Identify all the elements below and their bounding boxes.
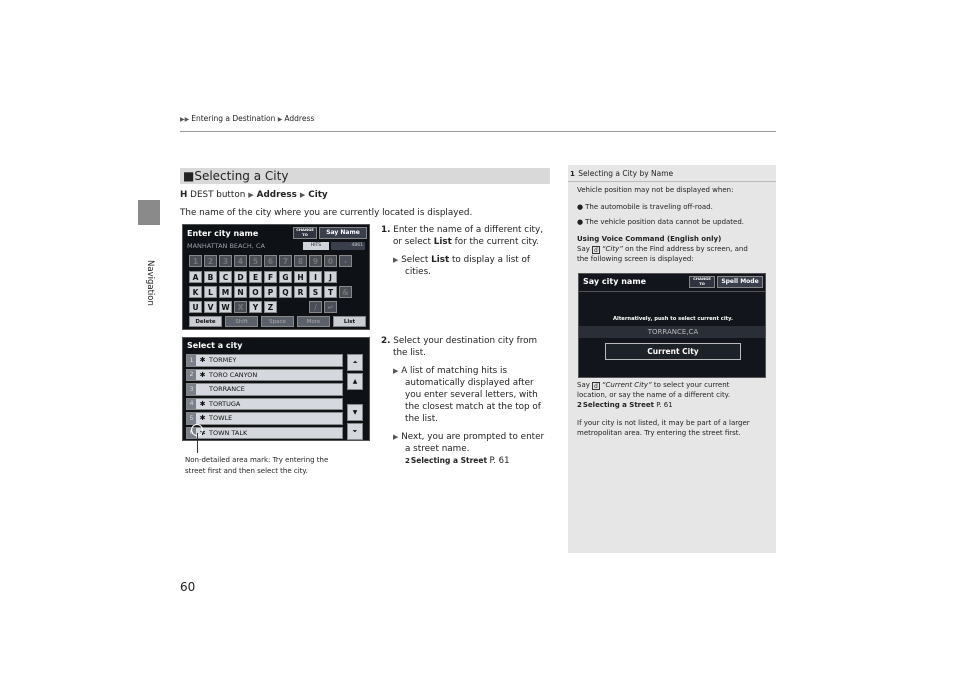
voice-command-heading: Using Voice Command (English only) (577, 235, 722, 243)
bullet-icon: ● (577, 218, 584, 226)
reference-arrow-icon: 2 (405, 457, 410, 465)
side-note-text (577, 380, 729, 390)
key[interactable]: B (204, 271, 217, 283)
step-text: Enter the name of a different city, (393, 225, 544, 235)
key[interactable]: W (219, 301, 232, 313)
key[interactable]: A (189, 271, 202, 283)
bullet-text: The automobile is traveling off-road. (585, 203, 713, 211)
key[interactable]: 3 (219, 255, 232, 267)
voice-phrase: “Current City” (601, 381, 652, 389)
list-button[interactable]: List (333, 316, 366, 327)
city-list-item[interactable] (186, 398, 343, 411)
triangle-right-icon: ▶ (393, 433, 399, 441)
list-label: List (433, 237, 452, 247)
more-button[interactable]: More (297, 316, 330, 327)
home-icon: H (180, 190, 188, 200)
key[interactable]: P (264, 286, 277, 298)
page-down-button[interactable]: ⏷ (347, 423, 363, 440)
voice-command-icon: d (592, 246, 600, 254)
step-number: 2. (381, 336, 391, 346)
key-blank (279, 301, 292, 313)
city-name: TOWN TALK (209, 428, 248, 437)
screen-title: Say city name (583, 277, 647, 286)
say-text: Say (577, 381, 590, 389)
shift-button[interactable]: Shift (225, 316, 258, 327)
asterisk-icon: ✱ (199, 428, 206, 437)
bullet-icon: ● (577, 203, 584, 211)
breadcrumb (180, 114, 314, 123)
step-text: to display a list of (449, 255, 531, 265)
item-number: 6 (187, 428, 196, 439)
step-text: cities. (405, 267, 431, 277)
step-text: you enter several letters, with (405, 390, 538, 400)
section-marker: ■ (183, 169, 195, 183)
city-list-item[interactable] (186, 383, 343, 396)
key[interactable]: K (189, 286, 202, 298)
triangle-right-icon: ▶ (277, 116, 283, 123)
cross-reference[interactable] (381, 455, 544, 467)
reference-label: Selecting a Street (410, 456, 488, 465)
key[interactable]: L (204, 286, 217, 298)
city-name: TORTUGA (209, 399, 241, 408)
page-up-button[interactable]: ⏶ (347, 354, 363, 371)
city-name: TORMEY (209, 356, 237, 365)
say-text: to select your current (653, 381, 730, 389)
keyboard-row (189, 271, 337, 283)
intro-text: The name of the city where you are currently located is displayed. (180, 208, 473, 218)
voice-phrase: “City” (601, 245, 623, 253)
button-label: TO (699, 280, 705, 286)
key[interactable]: Z (264, 301, 277, 313)
keyboard-row (189, 255, 352, 267)
side-note-text: metropolitan area. Try entering the street first. (577, 429, 741, 437)
current-city: TORRANCE,CA (579, 326, 766, 338)
city-list-item[interactable] (186, 412, 343, 425)
button-label: CHANGE (693, 276, 711, 281)
key[interactable]: & (339, 286, 352, 298)
reference-arrow-icon: 2 (577, 401, 582, 409)
breadcrumb-level1[interactable]: Entering a Destination (191, 114, 276, 123)
spell-mode-button[interactable]: Spell Mode (717, 276, 763, 288)
reference-label: Selecting a Street (582, 401, 654, 409)
screen-title: Select a city (187, 341, 243, 350)
select-city-screen (182, 337, 370, 441)
key[interactable]: 1 (189, 255, 202, 267)
city-name: TORRANCE (209, 385, 245, 394)
key[interactable]: U (189, 301, 202, 313)
key[interactable]: 9 (309, 255, 322, 267)
side-note-text: Vehicle position may not be displayed when: (577, 186, 734, 194)
page-number: 60 (180, 580, 196, 594)
item-number: 3 (187, 384, 196, 395)
asterisk-icon: ✱ (199, 370, 206, 379)
screen-title: Enter city name (187, 229, 259, 238)
slash-key[interactable]: / (309, 301, 322, 313)
step-text: A list of matching hits is (401, 366, 508, 376)
step-1 (381, 224, 543, 278)
key[interactable]: R (294, 286, 307, 298)
key[interactable]: J (324, 271, 337, 283)
triangle-right-icon: ▶ (393, 367, 399, 375)
key[interactable]: F (264, 271, 277, 283)
alternative-hint: Alternatively, push to select current city. (613, 316, 733, 322)
function-key-row (189, 316, 366, 327)
item-number: 1 (187, 355, 196, 366)
key[interactable]: G (279, 271, 292, 283)
key[interactable]: E (249, 271, 262, 283)
section-title (183, 168, 288, 184)
change-to-button[interactable] (293, 227, 317, 239)
key[interactable]: I (309, 271, 322, 283)
bullet-text: The vehicle position data cannot be updated. (585, 218, 745, 226)
button-label: TO (302, 231, 308, 237)
side-note-heading-text: Selecting a City by Name (578, 169, 674, 178)
step-text: Select (401, 255, 432, 265)
say-text: Say (577, 245, 590, 253)
key-blank (294, 301, 307, 313)
callout-line (197, 433, 198, 453)
key[interactable]: H (294, 271, 307, 283)
city-list-item[interactable] (186, 369, 343, 382)
bullet-item (577, 217, 744, 227)
key[interactable]: M (219, 286, 232, 298)
city-label: City (308, 190, 328, 200)
step-text: a street name. (405, 444, 470, 454)
side-note-text (577, 244, 748, 254)
scroll-up-button[interactable]: ▲ (347, 373, 363, 390)
step-text: for the current city. (451, 237, 539, 247)
triangle-right-icon: ▶ (248, 191, 254, 199)
step-text: automatically displayed after (405, 378, 534, 388)
figure-caption (185, 455, 328, 476)
key[interactable]: T (324, 286, 337, 298)
step-text: or select (393, 237, 434, 247)
key[interactable]: Y (249, 301, 262, 313)
item-number: 2 (187, 370, 196, 381)
current-city-button[interactable]: Current City (605, 343, 741, 360)
button-label: CHANGE (296, 227, 314, 232)
step-number: 1. (381, 225, 391, 235)
triangle-right-icon: ▶ (393, 256, 399, 264)
key[interactable]: C (219, 271, 232, 283)
key[interactable]: 4 (234, 255, 247, 267)
key[interactable]: V (204, 301, 217, 313)
key[interactable]: 0 (324, 255, 337, 267)
key[interactable]: 5 (249, 255, 262, 267)
asterisk-icon: ✱ (199, 356, 206, 365)
enter-arrow-icon[interactable]: ↵ (324, 301, 337, 313)
note-icon: 1 (570, 170, 575, 178)
space-button[interactable]: Space (261, 316, 294, 327)
step-text: Next, you are prompted to enter (401, 432, 545, 442)
reference-page: P. 61 (489, 456, 510, 466)
key[interactable]: X (234, 301, 247, 313)
reference-page: P. 61 (656, 401, 673, 409)
keyboard-row (189, 301, 337, 313)
hits-label: HITS (303, 242, 329, 250)
key[interactable]: - (339, 255, 352, 267)
dest-button-label: DEST button (190, 190, 246, 200)
step-text: the list. (393, 348, 426, 358)
triangle-right-icon: ▶▶ (180, 116, 190, 123)
scroll-down-button[interactable]: ▼ (347, 404, 363, 421)
key[interactable]: O (249, 286, 262, 298)
key[interactable]: N (234, 286, 247, 298)
say-city-screen (578, 273, 766, 378)
navigation-path (180, 190, 328, 200)
asterisk-icon: ✱ (199, 414, 206, 423)
hits-count: 4861 (331, 242, 365, 250)
cross-reference[interactable] (577, 400, 673, 410)
key[interactable]: Q (279, 286, 292, 298)
key[interactable]: D (234, 271, 247, 283)
breadcrumb-level2[interactable]: Address (284, 114, 315, 123)
item-number: 4 (187, 399, 196, 410)
item-number: 5 (187, 413, 196, 424)
caption-line: Non-detailed area mark: Try entering the (185, 456, 329, 464)
city-list-item[interactable] (186, 354, 343, 367)
side-note-text: location, or say the name of a different city. (577, 391, 731, 399)
section-title-text: Selecting a City (194, 169, 289, 183)
key[interactable]: 7 (279, 255, 292, 267)
bullet-item (577, 202, 713, 212)
say-text: on the Find address by screen, and (625, 245, 748, 253)
header-divider (180, 131, 776, 132)
triangle-right-icon: ▶ (299, 191, 306, 199)
chapter-label: Navigation (145, 260, 155, 306)
delete-button[interactable]: Delete (189, 316, 222, 327)
enter-city-screen (182, 224, 370, 330)
screen-divider (579, 291, 766, 292)
side-note-divider (568, 181, 776, 182)
step-2 (381, 335, 544, 467)
side-note-text: If your city is not listed, it may be part of a larger (577, 419, 750, 427)
asterisk-icon: ✱ (199, 399, 206, 408)
city-list-item[interactable] (186, 427, 343, 440)
city-name: TORO CANYON (209, 370, 258, 379)
step-text: the list. (405, 414, 438, 424)
say-name-button[interactable]: Say Name (319, 227, 367, 239)
current-city: MANHATTAN BEACH, CA (187, 242, 265, 250)
key[interactable]: 6 (264, 255, 277, 267)
key[interactable]: 8 (294, 255, 307, 267)
key[interactable]: S (309, 286, 322, 298)
step-text: the closest match at the top of (405, 402, 541, 412)
address-label: Address (256, 190, 297, 200)
change-to-button[interactable] (689, 276, 715, 288)
side-note-heading (570, 169, 673, 179)
side-note-text: the following screen is displayed: (577, 255, 694, 263)
key[interactable]: 2 (204, 255, 217, 267)
chapter-tab (138, 200, 160, 225)
caption-line: street first and then select the city. (185, 466, 308, 475)
keyboard-row (189, 286, 352, 298)
city-name: TOWLE (209, 414, 233, 423)
list-label: List (431, 255, 450, 265)
voice-command-icon: d (592, 382, 600, 390)
step-text: Select your destination city from (393, 336, 538, 346)
